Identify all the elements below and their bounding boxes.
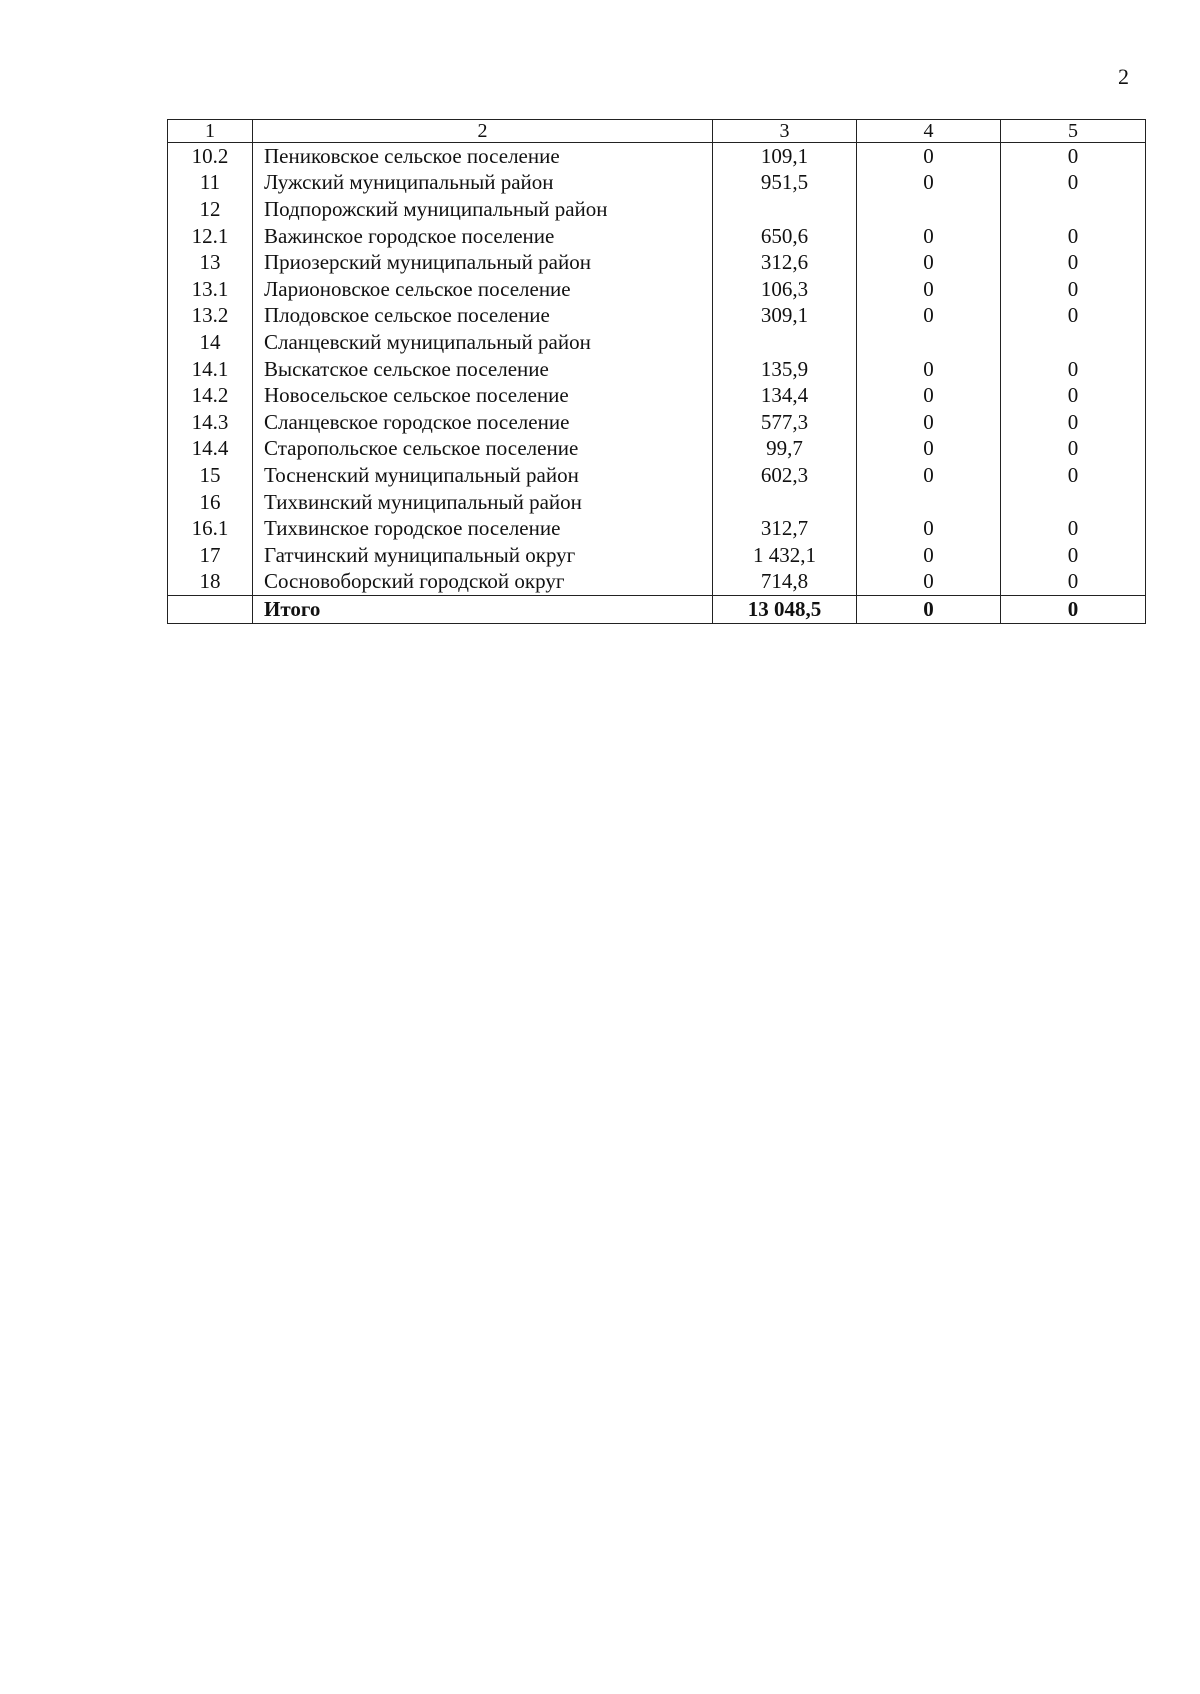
row-number-cell: 14 xyxy=(168,329,253,356)
municipality-name-cell: Сланцевское городское поселение xyxy=(253,409,713,436)
row-number-cell: 14.4 xyxy=(168,436,253,463)
column-5-value-cell: 0 xyxy=(1001,462,1146,489)
column-3-value-cell: 312,6 xyxy=(713,249,857,276)
table-row xyxy=(168,329,1146,356)
total-column-3-value-cell: 13 048,5 xyxy=(713,596,857,624)
municipality-name-cell: Тихвинский муниципальный район xyxy=(253,489,713,516)
municipality-name-cell: Гатчинский муниципальный округ xyxy=(253,542,713,569)
column-5-value-cell xyxy=(1001,196,1146,223)
column-4-value-cell: 0 xyxy=(857,223,1001,250)
table-row xyxy=(168,515,1146,542)
column-3-value-cell: 714,8 xyxy=(713,569,857,596)
row-number-cell: 16.1 xyxy=(168,515,253,542)
column-5-value-cell xyxy=(1001,489,1146,516)
column-3-value-cell: 309,1 xyxy=(713,303,857,330)
column-3-value-cell: 106,3 xyxy=(713,276,857,303)
row-number-cell: 16 xyxy=(168,489,253,516)
column-5-value-cell: 0 xyxy=(1001,569,1146,596)
municipality-name-cell: Пениковское сельское поселение xyxy=(253,143,713,170)
column-3-value-cell: 99,7 xyxy=(713,436,857,463)
column-5-value-cell: 0 xyxy=(1001,515,1146,542)
header-cell-1: 1 xyxy=(168,120,253,143)
column-3-value-cell xyxy=(713,196,857,223)
table-row xyxy=(168,249,1146,276)
table-row xyxy=(168,143,1146,170)
column-3-value-cell: 577,3 xyxy=(713,409,857,436)
column-5-value-cell: 0 xyxy=(1001,436,1146,463)
row-number-cell: 18 xyxy=(168,569,253,596)
table-row xyxy=(168,223,1146,250)
municipality-name-cell: Выскатское сельское поселение xyxy=(253,356,713,383)
municipality-name-cell: Подпорожский муниципальный район xyxy=(253,196,713,223)
table-header-row xyxy=(168,120,1146,143)
column-5-value-cell: 0 xyxy=(1001,356,1146,383)
table-total-row xyxy=(168,596,1146,624)
table-row xyxy=(168,170,1146,197)
table-row xyxy=(168,382,1146,409)
table-body xyxy=(168,120,1146,624)
table-row xyxy=(168,436,1146,463)
total-row-number-cell xyxy=(168,596,253,624)
column-3-value-cell: 135,9 xyxy=(713,356,857,383)
allocation-table xyxy=(167,119,1146,624)
column-3-value-cell: 951,5 xyxy=(713,170,857,197)
column-4-value-cell: 0 xyxy=(857,303,1001,330)
municipality-name-cell: Важинское городское поселение xyxy=(253,223,713,250)
table-row xyxy=(168,569,1146,596)
table-row xyxy=(168,276,1146,303)
row-number-cell: 14.1 xyxy=(168,356,253,383)
table-row xyxy=(168,462,1146,489)
row-number-cell: 12 xyxy=(168,196,253,223)
column-3-value-cell: 650,6 xyxy=(713,223,857,250)
column-4-value-cell: 0 xyxy=(857,276,1001,303)
table-row xyxy=(168,542,1146,569)
column-4-value-cell: 0 xyxy=(857,382,1001,409)
column-4-value-cell xyxy=(857,329,1001,356)
row-number-cell: 13.2 xyxy=(168,303,253,330)
column-3-value-cell xyxy=(713,489,857,516)
column-3-value-cell: 312,7 xyxy=(713,515,857,542)
column-4-value-cell: 0 xyxy=(857,436,1001,463)
column-4-value-cell: 0 xyxy=(857,569,1001,596)
column-4-value-cell: 0 xyxy=(857,515,1001,542)
municipality-name-cell: Плодовское сельское поселение xyxy=(253,303,713,330)
column-5-value-cell: 0 xyxy=(1001,276,1146,303)
column-4-value-cell: 0 xyxy=(857,249,1001,276)
column-5-value-cell: 0 xyxy=(1001,249,1146,276)
row-number-cell: 14.2 xyxy=(168,382,253,409)
total-column-5-value-cell: 0 xyxy=(1001,596,1146,624)
column-5-value-cell: 0 xyxy=(1001,143,1146,170)
header-cell-5: 5 xyxy=(1001,120,1146,143)
page-number: 2 xyxy=(1118,64,1129,89)
table-row xyxy=(168,303,1146,330)
total-municipality-name-cell: Итого xyxy=(253,596,713,624)
column-4-value-cell: 0 xyxy=(857,356,1001,383)
column-4-value-cell: 0 xyxy=(857,170,1001,197)
column-4-value-cell xyxy=(857,489,1001,516)
municipality-name-cell: Сланцевский муниципальный район xyxy=(253,329,713,356)
column-3-value-cell: 602,3 xyxy=(713,462,857,489)
table-row xyxy=(168,409,1146,436)
column-4-value-cell: 0 xyxy=(857,542,1001,569)
row-number-cell: 12.1 xyxy=(168,223,253,250)
column-5-value-cell: 0 xyxy=(1001,382,1146,409)
municipality-name-cell: Тихвинское городское поселение xyxy=(253,515,713,542)
table-row xyxy=(168,489,1146,516)
column-5-value-cell xyxy=(1001,329,1146,356)
municipality-name-cell: Тосненский муниципальный район xyxy=(253,462,713,489)
column-3-value-cell: 1 432,1 xyxy=(713,542,857,569)
total-column-4-value-cell: 0 xyxy=(857,596,1001,624)
header-cell-3: 3 xyxy=(713,120,857,143)
column-4-value-cell: 0 xyxy=(857,409,1001,436)
municipality-name-cell: Приозерский муниципальный район xyxy=(253,249,713,276)
column-5-value-cell: 0 xyxy=(1001,170,1146,197)
header-cell-2: 2 xyxy=(253,120,713,143)
column-4-value-cell xyxy=(857,196,1001,223)
row-number-cell: 11 xyxy=(168,170,253,197)
column-5-value-cell: 0 xyxy=(1001,409,1146,436)
table-row xyxy=(168,196,1146,223)
row-number-cell: 13 xyxy=(168,249,253,276)
header-cell-4: 4 xyxy=(857,120,1001,143)
column-3-value-cell xyxy=(713,329,857,356)
municipality-name-cell: Ларионовское сельское поселение xyxy=(253,276,713,303)
row-number-cell: 14.3 xyxy=(168,409,253,436)
column-5-value-cell: 0 xyxy=(1001,542,1146,569)
municipality-name-cell: Новосельское сельское поселение xyxy=(253,382,713,409)
municipality-name-cell: Старопольское сельское поселение xyxy=(253,436,713,463)
row-number-cell: 15 xyxy=(168,462,253,489)
row-number-cell: 10.2 xyxy=(168,143,253,170)
municipality-name-cell: Сосновоборский городской округ xyxy=(253,569,713,596)
row-number-cell: 17 xyxy=(168,542,253,569)
column-4-value-cell: 0 xyxy=(857,143,1001,170)
column-5-value-cell: 0 xyxy=(1001,303,1146,330)
table-row xyxy=(168,356,1146,383)
column-3-value-cell: 109,1 xyxy=(713,143,857,170)
column-5-value-cell: 0 xyxy=(1001,223,1146,250)
column-4-value-cell: 0 xyxy=(857,462,1001,489)
municipality-name-cell: Лужский муниципальный район xyxy=(253,170,713,197)
column-3-value-cell: 134,4 xyxy=(713,382,857,409)
row-number-cell: 13.1 xyxy=(168,276,253,303)
